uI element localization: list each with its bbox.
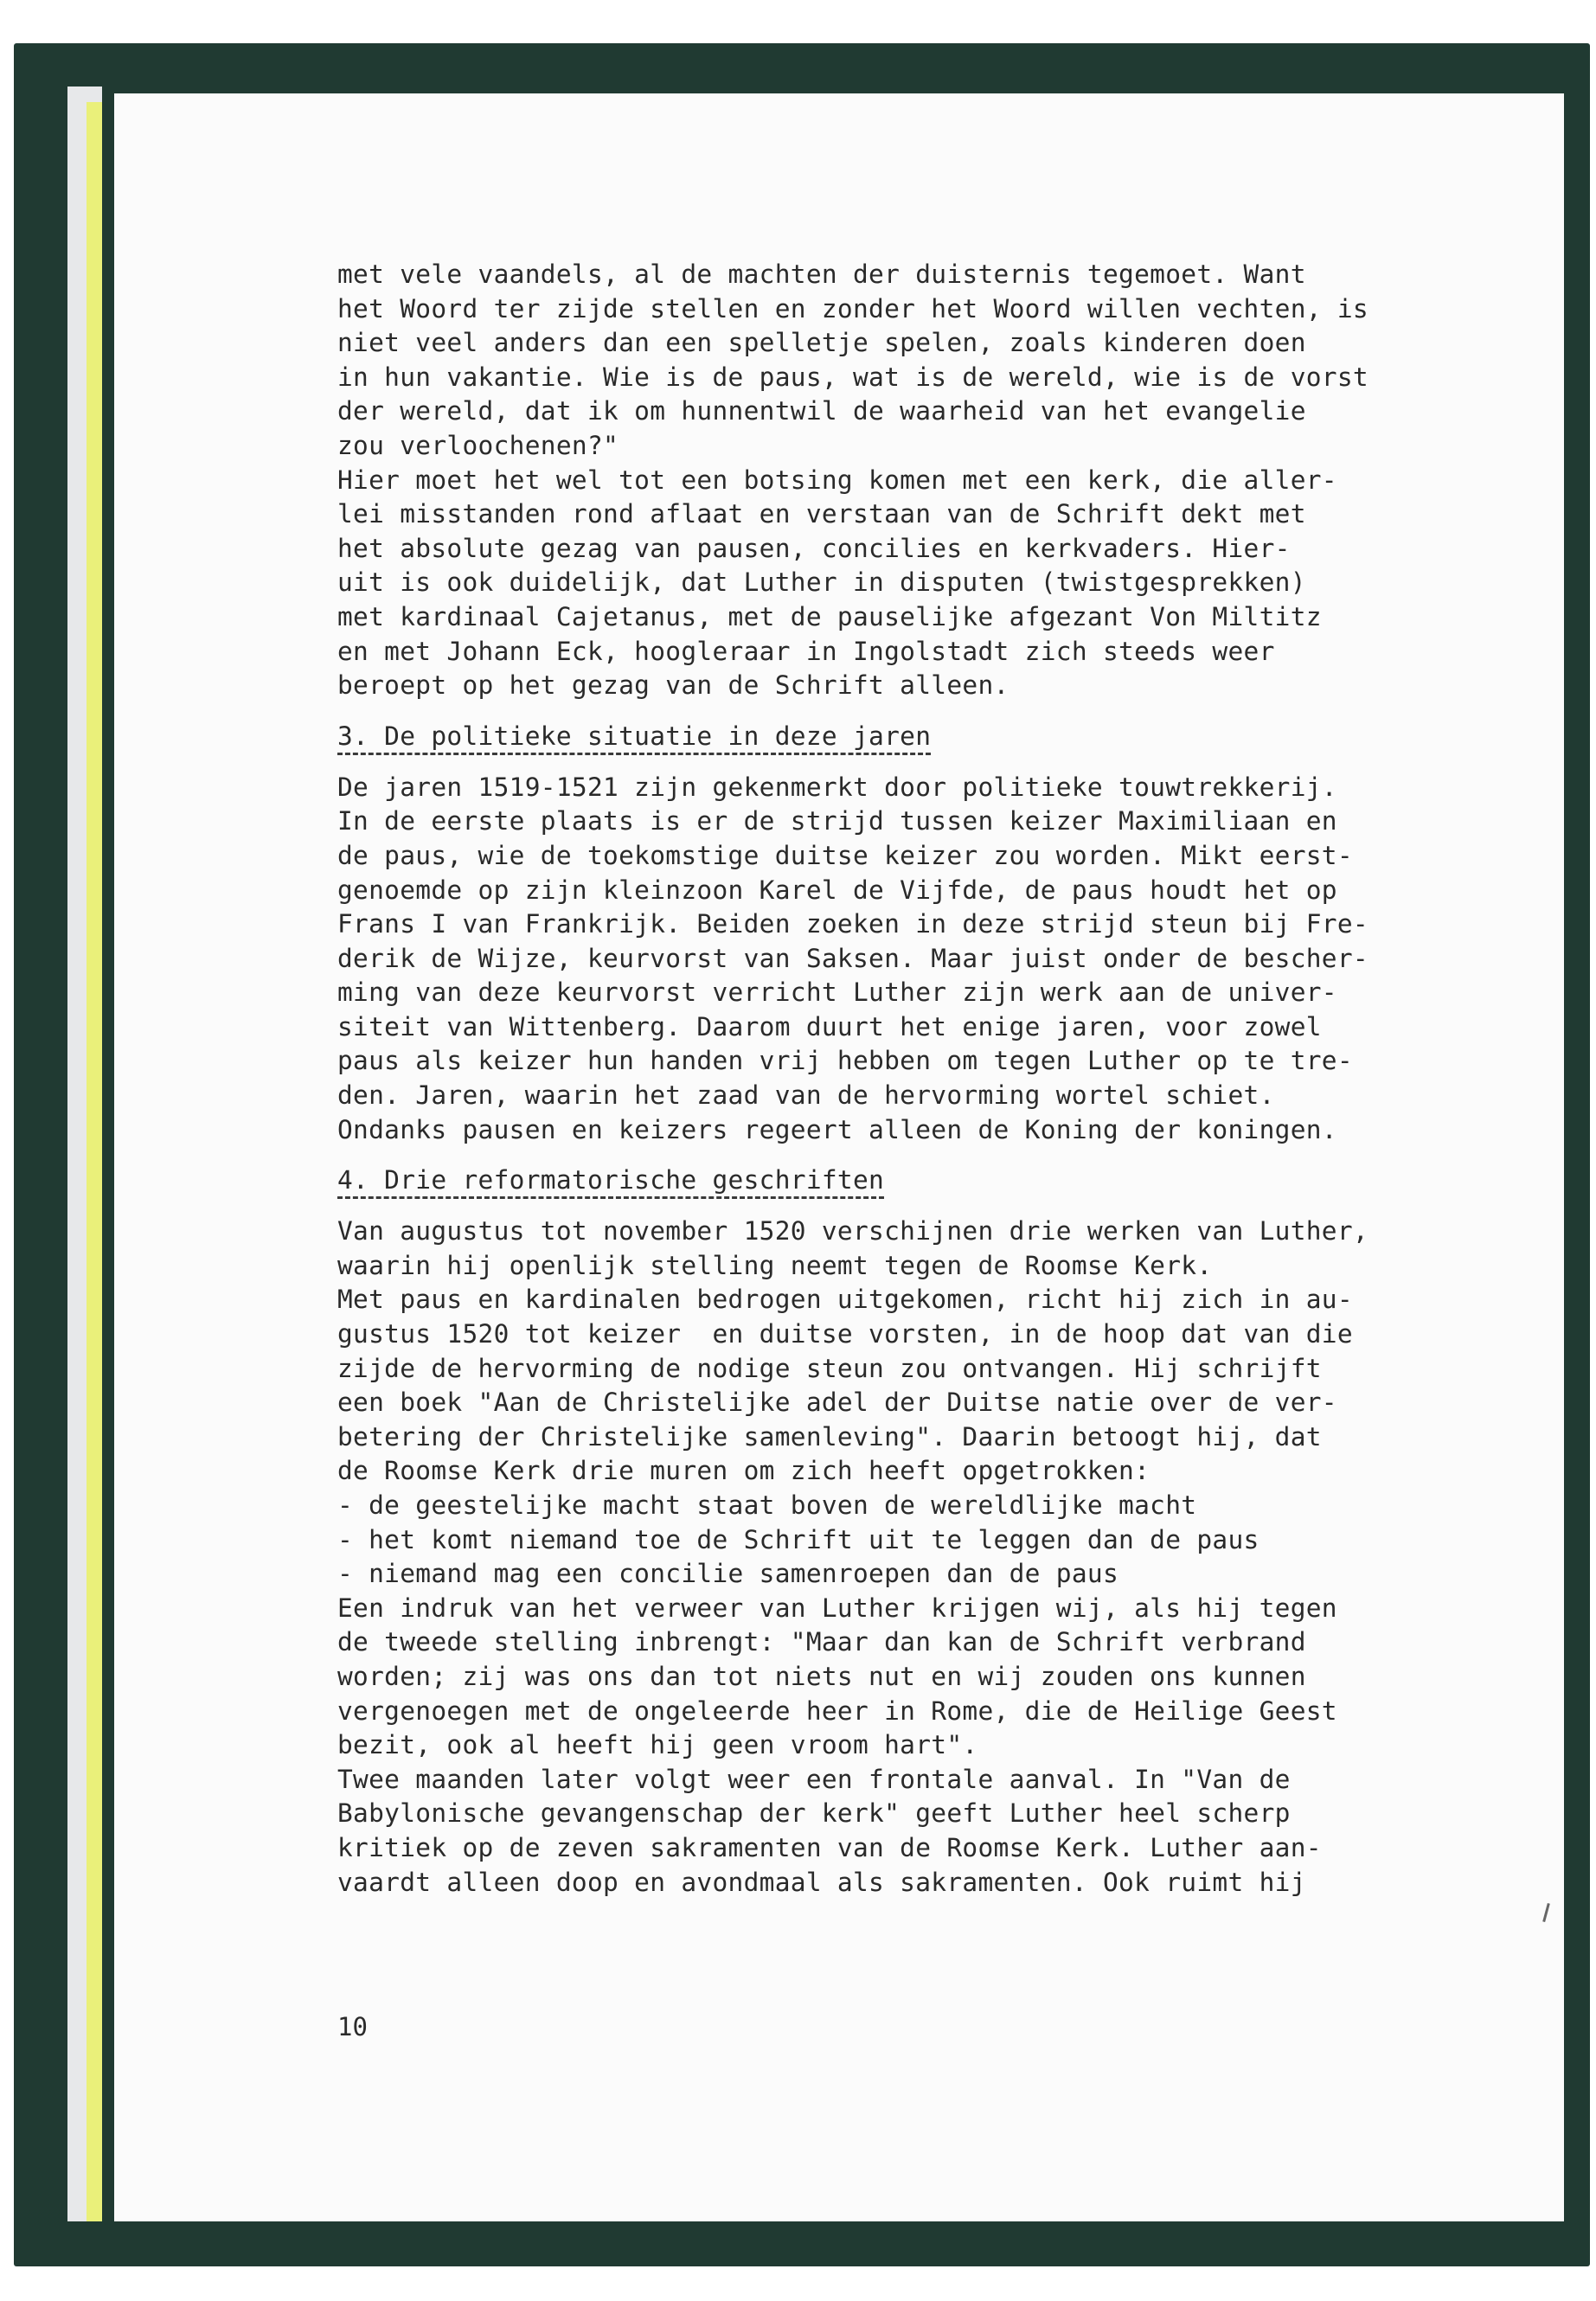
text-line: - niemand mag een concilie samenroepen dan de paus: [337, 1559, 1119, 1589]
text-line: in hun vakantie. Wie is de paus, wat is de wereld, wie is de vorst: [337, 362, 1368, 392]
section-3-heading-block: [337, 703, 1514, 771]
text-line: niet veel anders dan een spelletje spelen, zoals kinderen doen: [337, 328, 1306, 358]
text-line: het Woord ter zijde stellen en zonder het Woord willen vechten, is: [337, 293, 1368, 324]
text-line: Ondanks pausen en keizers regeert alleen de Koning der koningen.: [337, 1114, 1337, 1144]
text-line: beroept op het gezag van de Schrift alleen.: [337, 670, 1010, 701]
text-line: de paus, wie de toekomstige duitse keizer zou worden. Mikt eerst-: [337, 840, 1353, 870]
text-line: worden; zij was ons dan tot niets nut en wij zouden ons kunnen: [337, 1661, 1306, 1691]
yellow-tab-strip: [87, 102, 102, 2221]
text-line: de tweede stelling inbrengt: "Maar dan kan de Schrift verbrand: [337, 1627, 1306, 1657]
text-line: siteit van Wittenberg. Daarom duurt het enige jaren, voor zowel: [337, 1011, 1322, 1042]
page-number: 10: [337, 2012, 368, 2041]
text-line: een boek "Aan de Christelijke adel der Duitse natie over de ver-: [337, 1388, 1337, 1418]
text-line: de Roomse Kerk drie muren om zich heeft opgetrokken:: [337, 1456, 1151, 1486]
section-3-heading: 3. De politieke situatie in deze jaren: [337, 721, 931, 755]
text-line: Van augustus tot november 1520 verschijnen drie werken van Luther,: [337, 1216, 1368, 1247]
text-line: bezit, ook al heeft hij geen vroom hart".: [337, 1730, 978, 1760]
text-line: Hier moet het wel tot een botsing komen met een kerk, die aller-: [337, 465, 1337, 495]
text-line: In de eerste plaats is er de strijd tussen keizer Maximiliaan en: [337, 806, 1337, 836]
text-line: Een indruk van het verweer van Luther krijgen wij, als hij tegen: [337, 1593, 1337, 1623]
text-line: derik de Wijze, keurvorst van Saksen. Maar juist onder de bescher-: [337, 943, 1368, 973]
section-4-heading: 4. Drie reformatorische geschriften: [337, 1164, 884, 1199]
text-line: zou verloochenen?": [337, 430, 619, 460]
text-line: ming van deze keurvorst verricht Luther zijn werk aan de univer-: [337, 977, 1337, 1008]
section-4-body: [337, 1215, 1514, 1900]
text-line: genoemde op zijn kleinzoon Karel de Vijfde, de paus houdt het op: [337, 875, 1337, 905]
text-line: De jaren 1519-1521 zijn gekenmerkt door politieke touwtrekkerij.: [337, 772, 1337, 802]
section-3-body: [337, 771, 1514, 1148]
text-line: waarin hij openlijk stelling neemt tegen de Roomse Kerk.: [337, 1250, 1213, 1280]
intro-paragraph: [337, 258, 1514, 703]
text-line: Twee maanden later volgt weer een frontale aanval. In "Van de: [337, 1764, 1291, 1794]
text-line: - het komt niemand toe de Schrift uit te leggen dan de paus: [337, 1524, 1259, 1554]
text-line: zijde de hervorming de nodige steun zou ontvangen. Hij schrijft: [337, 1353, 1322, 1383]
text-line: der wereld, dat ik om hunnentwil de waarheid van het evangelie: [337, 396, 1306, 426]
text-line: vaardt alleen doop en avondmaal als sakramenten. Ook ruimt hij: [337, 1867, 1306, 1897]
text-line: den. Jaren, waarin het zaad van de hervorming wortel schiet.: [337, 1080, 1275, 1111]
text-line: Frans I van Frankrijk. Beiden zoeken in deze strijd steun bij Fre-: [337, 909, 1368, 939]
text-line: vergenoegen met de ongeleerde heer in Rome, die de Heilige Geest: [337, 1695, 1337, 1726]
text-line: paus als keizer hun handen vrij hebben om tegen Luther op te tre-: [337, 1046, 1353, 1076]
text-line: kritiek op de zeven sakramenten van de Roomse Kerk. Luther aan-: [337, 1832, 1322, 1862]
text-line: Babylonische gevangenschap der kerk" geeft Luther heel scherp: [337, 1798, 1291, 1829]
text-line: betering der Christelijke samenleving". Daarin betoogt hij, dat: [337, 1421, 1322, 1452]
section-4-heading-block: [337, 1147, 1514, 1215]
text-line: Met paus en kardinalen bedrogen uitgekomen, richt hij zich in au-: [337, 1285, 1353, 1315]
text-line: - de geestelijke macht staat boven de wereldlijke macht: [337, 1490, 1197, 1520]
text-line: met kardinaal Cajetanus, met de pauselijke afgezant Von Miltitz: [337, 601, 1322, 631]
text-line: het absolute gezag van pausen, concilies en kerkvaders. Hier-: [337, 533, 1291, 563]
text-line: uit is ook duidelijk, dat Luther in disputen (twistgesprekken): [337, 567, 1306, 598]
text-line: gustus 1520 tot keizer en duitse vorsten, in de hoop dat van die: [337, 1319, 1353, 1349]
text-line: en met Johann Eck, hoogleraar in Ingolstadt zich steeds weer: [337, 636, 1275, 666]
text-line: lei misstanden rond aflaat en verstaan van de Schrift dekt met: [337, 499, 1306, 529]
page-content: [337, 258, 1514, 1900]
text-line: met vele vaandels, al de machten der duisternis tegemoet. Want: [337, 260, 1306, 289]
